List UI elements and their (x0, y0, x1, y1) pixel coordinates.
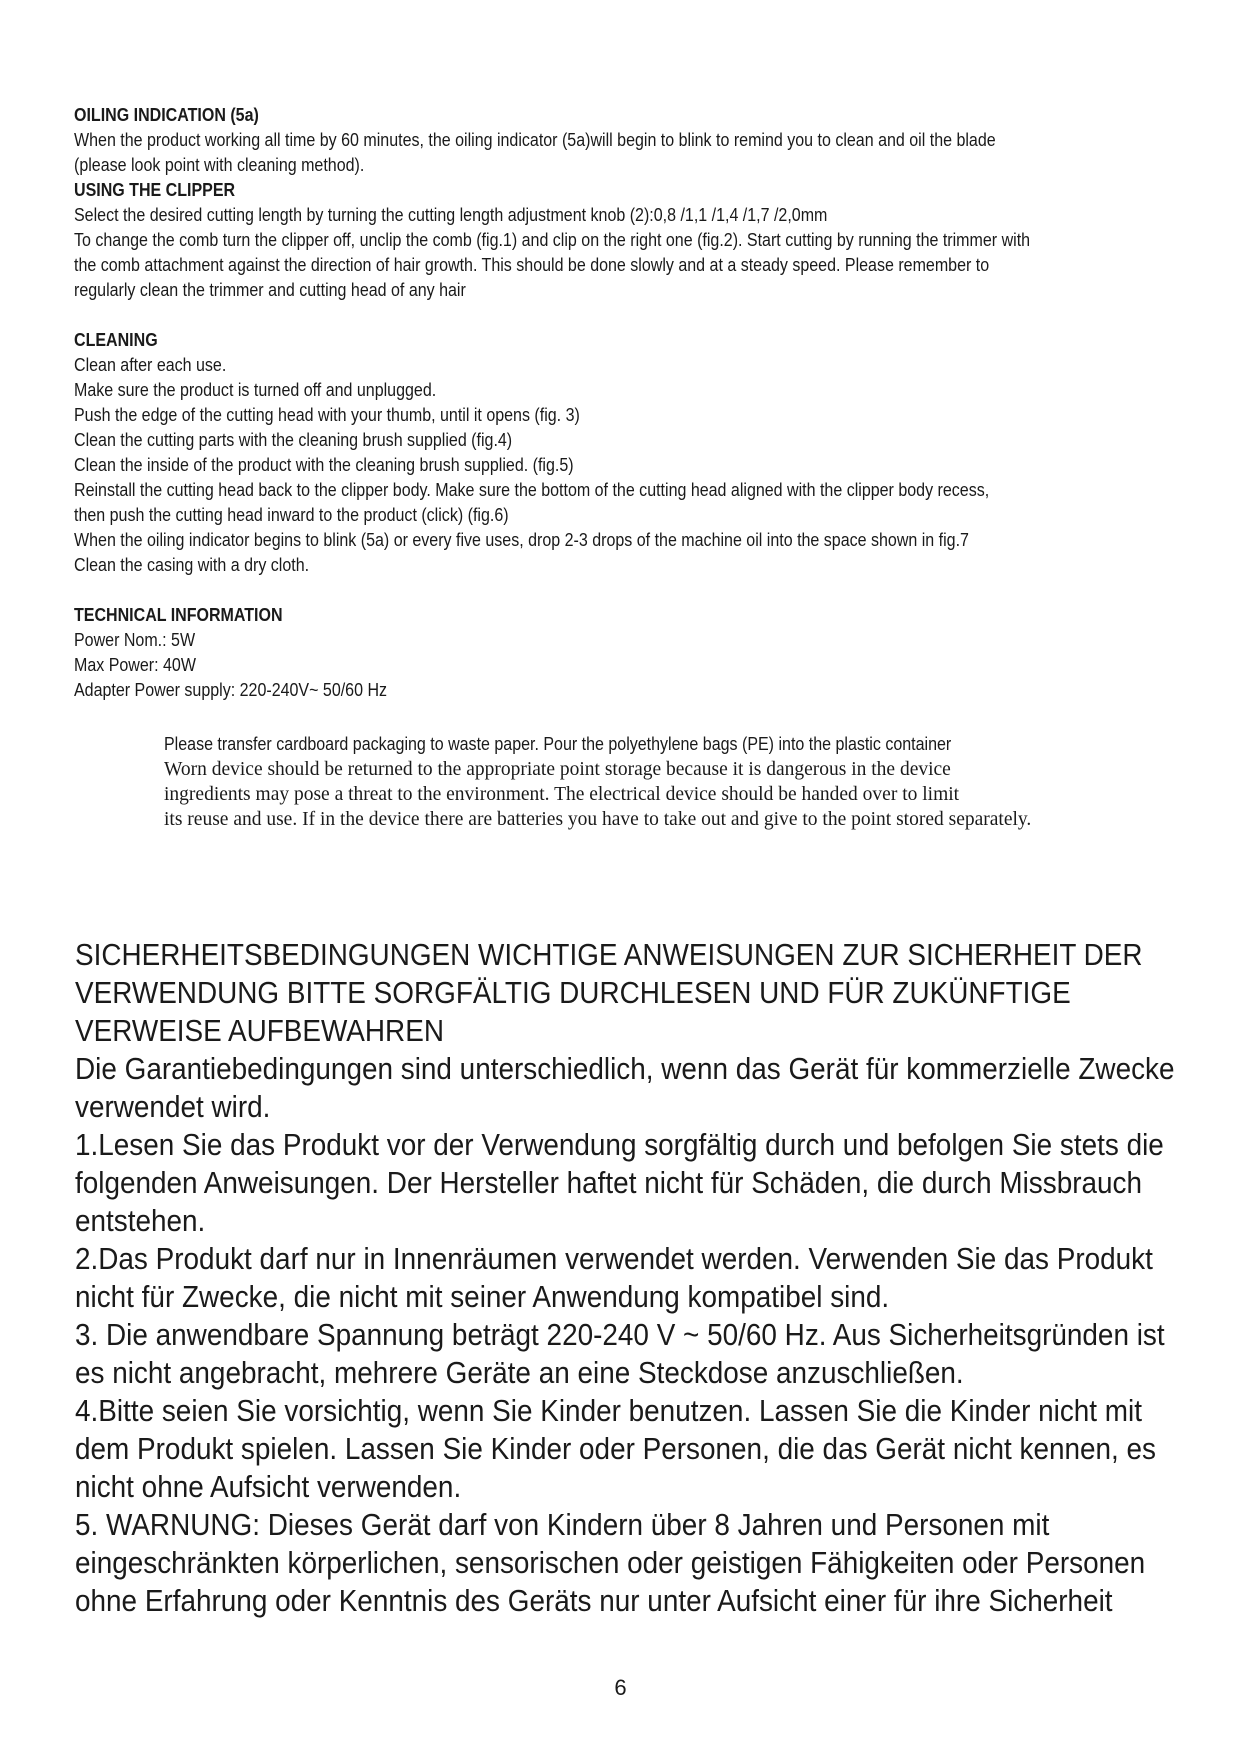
cleaning-line: Push the edge of the cutting head with your thumb, until it opens (fig. 3) (74, 405, 580, 425)
german-line: folgenden Anweisungen. Der Hersteller haftet nicht für Schäden, die durch Missbrauch (75, 1165, 1143, 1200)
german-line: es nicht angebracht, mehrere Geräte an eine Steckdose anzuschließen. (75, 1355, 964, 1390)
oiling-line: When the product working all time by 60 minutes, the oiling indicator (5a)will begin to blink to remind you to clean and oil the blade (74, 130, 996, 150)
technical-line: Max Power: 40W (74, 655, 196, 675)
german-line: Die Garantiebedingungen sind unterschiedlich, wenn das Gerät für kommerzielle Zwecke (75, 1051, 1175, 1086)
german-line: entstehen. (75, 1203, 206, 1238)
waste-line: its reuse and use. If in the device there are batteries you have to take out and give to the point stored separately. (164, 809, 1032, 830)
cleaning-line: Clean the casing with a dry cloth. (74, 555, 310, 575)
german-line: 5. WARNUNG: Dieses Gerät darf von Kindern über 8 Jahren und Personen mit (75, 1507, 1050, 1542)
german-line: ohne Erfahrung oder Kenntnis des Geräts nur unter Aufsicht einer für ihre Sicherheit (75, 1583, 1113, 1618)
page-number: 6 (614, 1675, 627, 1700)
german-line: 3. Die anwendbare Spannung beträgt 220-240 V ~ 50/60 Hz. Aus Sicherheitsgründen ist (75, 1317, 1165, 1352)
german-line: 4.Bitte seien Sie vorsichtig, wenn Sie Kinder benutzen. Lassen Sie die Kinder nicht mit (75, 1393, 1143, 1428)
german-line: 1.Lesen Sie das Produkt vor der Verwendung sorgfältig durch und befolgen Sie stets die (75, 1127, 1164, 1162)
technical-line: Adapter Power supply: 220-240V~ 50/60 Hz (74, 680, 388, 700)
section-gap (74, 303, 1062, 328)
german-line: VERWENDUNG BITTE SORGFÄLTIG DURCHLESEN UND FÜR ZUKÜNFTIGE (75, 975, 1071, 1010)
german-line: eingeschränkten körperlichen, sensorischen oder geistigen Fähigkeiten oder Personen (75, 1545, 1146, 1580)
german-line: nicht für Zwecke, die nicht mit seiner Anwendung kompatibel sind. (75, 1279, 890, 1314)
section-gap (74, 578, 1062, 603)
german-line: SICHERHEITSBEDINGUNGEN WICHTIGE ANWEISUNGEN ZUR SICHERHEIT DER (75, 937, 1143, 972)
waste-line: Worn device should be returned to the appropriate point storage because it is dangerous in the device (164, 759, 951, 780)
cleaning-line: Clean after each use. (74, 355, 227, 375)
clipper-line: the comb attachment against the direction of hair growth. This should be done slowly and at a steady speed. Please remember to (74, 255, 990, 275)
clipper-line: regularly clean the trimmer and cutting head of any hair (74, 280, 466, 300)
german-line: 2.Das Produkt darf nur in Innenräumen verwendet werden. Verwenden Sie das Produkt (75, 1241, 1153, 1276)
cleaning-line: then push the cutting head inward to the product (click) (fig.6) (74, 505, 509, 525)
cleaning-line: Reinstall the cutting head back to the clipper body. Make sure the bottom of the cutting head aligned with the clipper body recess, (74, 480, 990, 500)
technical-line: Power Nom.: 5W (74, 630, 196, 650)
german-line: dem Produkt spielen. Lassen Sie Kinder oder Personen, die das Gerät nicht kennen, es (75, 1431, 1157, 1466)
oiling-line: (please look point with cleaning method). (74, 155, 365, 175)
cleaning-line: Make sure the product is turned off and unplugged. (74, 380, 437, 400)
cleaning-line: Clean the inside of the product with the cleaning brush supplied. (fig.5) (74, 455, 574, 475)
clipper-line: To change the comb turn the clipper off, unclip the comb (fig.1) and clip on the right one (fig.2). Start cutting by running the trimmer with (74, 230, 1031, 250)
cleaning-line: When the oiling indicator begins to blink (5a) or every five uses, drop 2-3 drops of the machine oil into the space shown in fig.7 (74, 530, 969, 550)
clipper-heading: USING THE CLIPPER (74, 180, 236, 200)
waste-disposal-notice (164, 732, 1204, 832)
german-line: verwendet wird. (75, 1089, 271, 1124)
cleaning-line: Clean the cutting parts with the cleaning brush supplied (fig.4) (74, 430, 513, 450)
waste-line: Please transfer cardboard packaging to waste paper. Pour the polyethylene bags (PE) into the plastic container (164, 734, 952, 754)
waste-line: ingredients may pose a threat to the environment. The electrical device should be handed over to limit (164, 784, 960, 805)
german-line: VERWEISE AUFBEWAHREN (75, 1013, 444, 1048)
technical-heading: TECHNICAL INFORMATION (74, 605, 283, 625)
cleaning-heading: CLEANING (74, 330, 158, 350)
english-instructions (74, 103, 1062, 703)
german-line: nicht ohne Aufsicht verwenden. (75, 1469, 462, 1504)
clipper-line: Select the desired cutting length by turning the cutting length adjustment knob (2):0,8 /1,1 /1,4 /1,7 /2,0mm (74, 205, 828, 225)
oiling-heading: OILING INDICATION (5a) (74, 105, 259, 125)
german-safety-instructions (75, 936, 1175, 1620)
